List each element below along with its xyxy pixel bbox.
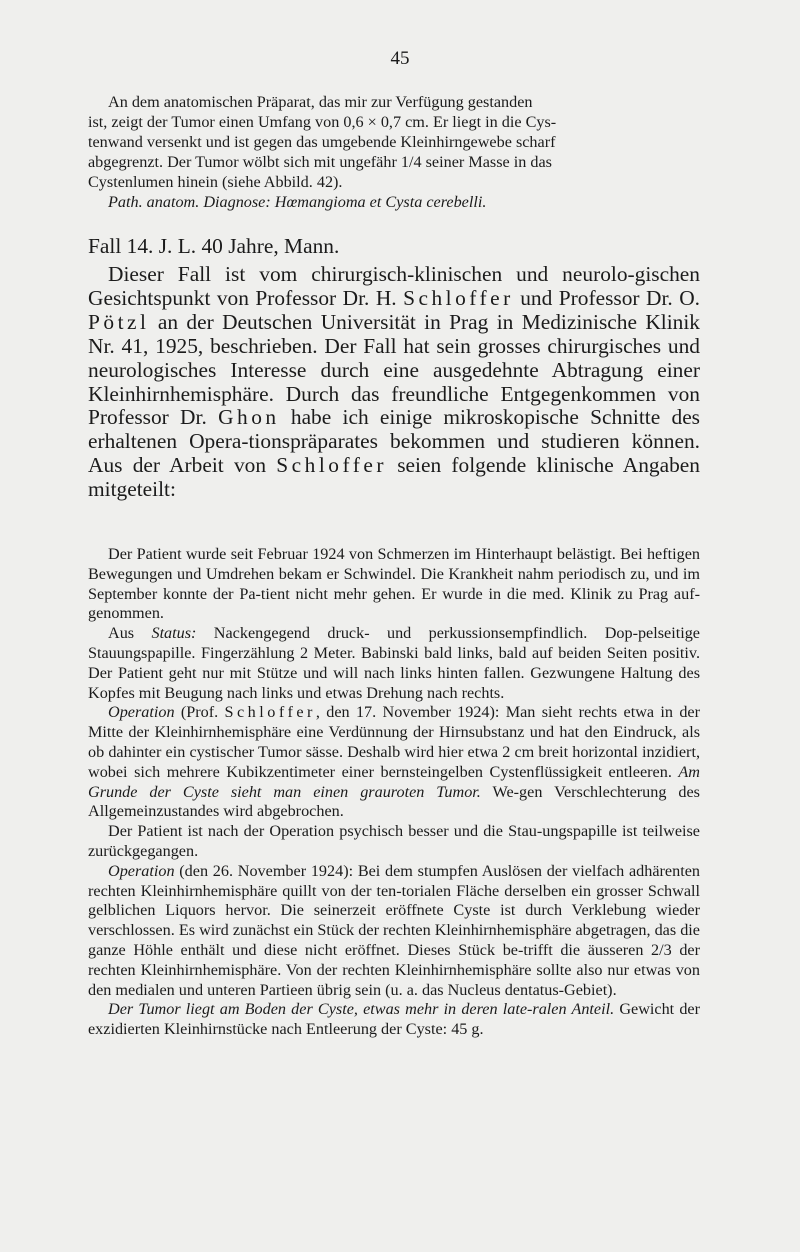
findings-line: Cystenlumen hinein (siehe Abbild. 42). — [88, 173, 343, 191]
report-paragraph: Der Patient ist nach der Operation psychisch besser und die Stau-ungspapille ist teilweise zurückgegangen. — [88, 822, 700, 860]
status-label: Status: — [151, 624, 197, 643]
diagnosis-line — [88, 192, 700, 212]
findings-line: abgegrenzt. Der Tumor wölbt sich mit ungefähr 1/4 seiner Masse in das — [88, 153, 552, 171]
report-paragraph: Aus Status: Nackengegend druck- und perkussionsempfindlich. Dop-pelseitige Stauungspapille. Fingerzählung 2 Meter. Babinski bald links, bald auf beiden Seiten positiv. Der Patient geht nur mit Stütze und will nach links hinten fallen. Gezwungene Haltung des Kopfes mit Beugung nach links und etwas Drehung nach rechts. — [88, 624, 700, 702]
anatomical-findings — [88, 92, 700, 212]
author-name: Schloffer — [276, 453, 387, 478]
clinical-report — [88, 545, 700, 1040]
findings-line: tenwand versenkt und ist gegen das umgebende Kleinhirngewebe scharf — [88, 133, 556, 151]
diagnosis-text: Path. anatom. Diagnose: Hœmangioma et Cysta cerebelli. — [108, 193, 487, 211]
report-paragraph: Der Patient wurde seit Februar 1924 von Schmerzen im Hinterhaupt belästigt. Bei heftigen Bewegungen und Umdrehen bekam er Schwindel. Die Krankheit nahm periodisch zu, und im September konnte der Pa-tient nicht mehr gehen. Er wurde in die med. Klinik zu Prag auf-genommen. — [88, 545, 700, 623]
author-name: Pötzl — [88, 309, 150, 334]
intro-paragraph: Dieser Fall ist vom chirurgisch-klinischen und neurolo-gischen Gesichtspunkt von Professor Dr. H. Schloffer und Professor Dr. O. Pötzl an der Deutschen Universität in Prag in Medizinische Klinik Nr. 41, 1925, beschrieben. Der Fall hat sein grosses chirurgisches und neurologisches Interesse durch eine ausgedehnte Abtragung einer Kleinhirnhemisphäre. Durch das freundliche Entgegenkommen von Professor Dr. Ghon habe ich einige mikroskopische Schnitte des erhaltenen Opera-tionspräparates bekommen und studieren können. Aus der Arbeit von Schloffer seien folgende klinische Angaben mitgeteilt: — [88, 262, 701, 502]
operation-label: Operation — [108, 861, 175, 880]
author-name: Ghon — [218, 405, 280, 430]
findings-line: ist, zeigt der Tumor einen Umfang von 0,6 × 0,7 cm. Er liegt in die Cys- — [88, 113, 557, 131]
findings-line: An dem anatomischen Präparat, das mir zur Verfügung gestanden — [108, 93, 533, 111]
report-paragraph: Der Tumor liegt am Boden der Cyste, etwas mehr in deren late-ralen Anteil. Gewicht der exzidierten Kleinhirnstücke nach Entleerung der Cyste: 45 g. — [88, 1000, 700, 1039]
report-paragraph: Operation (Prof. Schloffer, den 17. November 1924): Man sieht rechts etwa in der Mitte der Kleinhirnhemisphäre eine Verdünnung der Hirnsubstanz und hat den Eindruck, als ob dahinter ein cystischer Tumor sässe. Deshalb wird hier etwa 2 cm breit horizontal inzidiert, wobei sich mehrere Kubikzentimeter einer bernsteingelben Cystenflüssigkeit entleeren. Am Grunde der Cyste sieht man einen grauroten Tumor. We-gen Verschlechterung des Allgemeinzustandes wird abgebrochen. — [88, 703, 700, 821]
case-introduction — [88, 263, 700, 502]
author-name: Schloffer — [224, 703, 316, 722]
case-heading: Fall 14. J. L. 40 Jahre, Mann. — [88, 234, 340, 258]
operation-label: Operation — [108, 703, 175, 722]
author-name: Schloffer — [403, 285, 514, 310]
page-number: 45 — [390, 48, 410, 69]
report-paragraph: Operation (den 26. November 1924): Bei dem stumpfen Auslösen der vielfach adhärenten rechten Kleinhirnhemisphäre quillt von der ten-torialen Fläche derselben ein grosser Schwall gelblichen Liquors hervor. Die seinerzeit eröffnete Cyste ist durch Verklebung wieder verschlossen. Es wird zunächst ein Stück der rechten Kleinhirnhemisphäre abgetragen, das die ganze Höhle enthält und diese nicht eröffnet. Dieses Stück be-trifft die äusseren 2/3 der rechten Kleinhirnhemisphäre. Von der rechten Kleinhirnhemisphäre sollte also nur etwas von den medialen und unteren Partieen übrig sein (u. a. das Nucleus dentatus-Gebiet). — [88, 861, 700, 999]
emphasis-text: Am Grunde der Cyste sieht man einen grauroten Tumor. — [88, 762, 700, 801]
emphasis-text: Der Tumor liegt am Boden der Cyste, etwas mehr in deren late-ralen Anteil. — [108, 1000, 615, 1019]
